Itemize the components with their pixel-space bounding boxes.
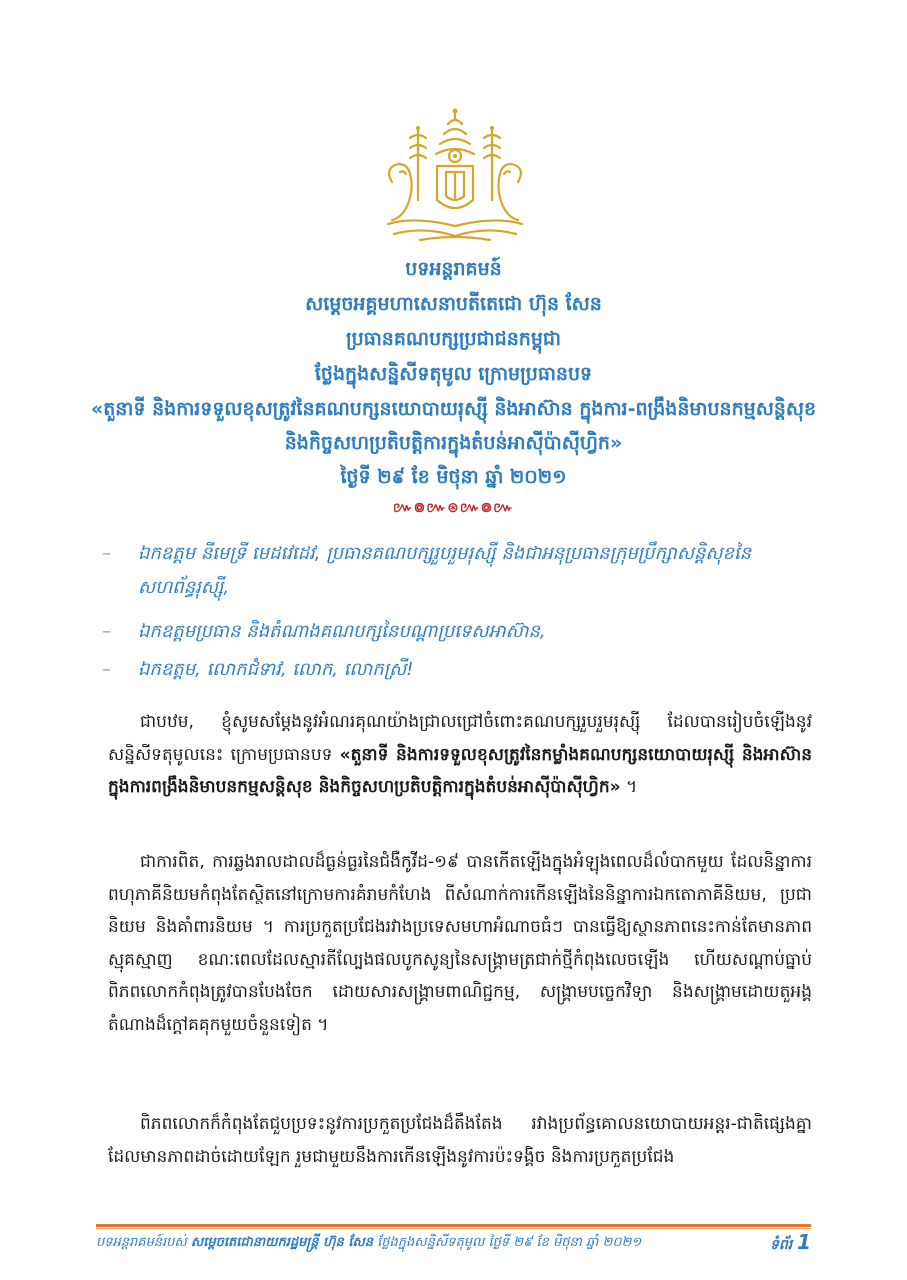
speaker-name: សម្តេចអគ្គមហាសេនាបតីតេជោ ហ៊ុន សែន [305,293,602,315]
footer-rule [96,1224,811,1227]
dash-bullet: – [102,543,111,564]
ornament-divider: ៚៙៚⊛៚៙៚ [392,500,515,516]
event-date: ថ្ងៃទី ២៩ ខែ មិថុនា ឆ្នាំ ២០២១ [340,466,567,488]
paragraph-end: ។ [620,777,638,797]
salutation-text: ឯកឧត្តម នីមេទ្រី មេដវេដេវ, ប្រធានគណបក្សរួបរួមរុស្ស៊ី និងជាអនុប្រធានក្រុមប្រឹក្សាសន្តិសុខនៃសហព័ន្ធរុស្ស៊ី, [138,543,752,598]
document-type-title: បទអន្តរាគមន៍ [405,258,502,280]
paragraph-topic-bold: «តួនាទី និងការទទួលខុសត្រូវនៃកម្លាំងគណបក្សនយោបាយរុស្ស៊ី និងអាស៊ាន ក្នុងការពង្រឹងនិមាបនកម្មសន្តិសុខ និងកិច្ចសហប្រតិបត្តិការក្នុងតំបន់អាស៊ីប៉ាស៊ីហ្វិក» [108,744,812,797]
salutation-text: ឯកឧត្តម, លោកជំទាវ, លោក, លោកស្រី! [138,659,414,680]
footer-prefix: បទអន្តរាគមន៍របស់ [96,1235,191,1250]
footer-rule-thin [96,1228,811,1229]
salutation-item [102,615,828,649]
page-label: ទំព័រ [769,1237,798,1253]
footer-event: ថ្លែងក្នុងសន្និសីទតុមូល ថ្ងៃទី ២៩ ខែ មិថុនា ឆ្នាំ ២០២១ [373,1235,642,1250]
title-block [90,252,817,495]
paragraph-text: ជាបឋម, ខ្ញុំសូមសម្តែងនូវអំណរគុណយ៉ាងជ្រាលជ្រៅចំពោះគណបក្សរួបរួមរុស្ស៊ី ដែលបានរៀបចំឡើងនូវសន្និសីទតុមូលនេះ ក្រោមប្រធានបទ [108,712,812,765]
page-footer [96,1230,811,1254]
body-paragraph-1 [108,706,812,804]
salutation-text: ឯកឧត្តមប្រធាន និងតំណាងគណបក្សនៃបណ្តាប្រទេសអាស៊ាន, [138,621,546,642]
paragraph-text: ពិភពលោកក៏កំពុងតែជួបប្រទះនូវការប្រកួតប្រជែងដ៏តឹងតែង រវាងប្រព័ន្ធគោលនយោបាយអន្តរ-ជាតិផ្សេងគ្នា ដែលមានភាពដាច់ដោយឡែក រួមជាមួយនឹងការកើនឡើងនូវការប៉ះទង្គិច និងការប្រកួតប្រជែង [108,1114,812,1167]
dash-bullet: – [102,659,111,680]
body-paragraph-3 [108,1108,812,1173]
body-paragraph-2 [108,846,812,1041]
speaker-role: ប្រធានគណបក្សប្រជាជនកម្ពុជា [345,328,562,350]
page-indicator [770,1230,811,1256]
royal-coat-of-arms-emblem [374,108,536,248]
event-description: ថ្លែងក្នុងសន្និសីទតុមូល ក្រោមប្រធានបទ [314,363,593,385]
event-topic: «តួនាទី និងការទទួលខុសត្រូវនៃគណបក្សនយោបាយរុស្ស៊ី និងអាស៊ាន ក្នុងការ-ពង្រឹងនិមាបនកម្មសន្តិសុខ និងកិច្ចសហប្រតិបត្តិការក្នុងតំបន់អាស៊ីប៉ាស៊ីហ្វិក» [90,398,817,454]
salutation-item [102,653,828,687]
footer-speaker: សម្តេចតេជោនាយករដ្ឋមន្ត្រី ហ៊ុន សែន [190,1235,373,1250]
page-number: 1 [797,1230,811,1254]
dash-bullet: – [102,621,111,642]
salutation-item [102,537,828,605]
paragraph-text: ជាការពិត, ការឆ្លងរាលដាលដ៏ធ្ងន់ធ្ងរនៃជំងឺកូវីដ-១៩ បានកើតឡើងក្នុងអំឡុងពេលដ៏លំបាកមួយ ដែលនិន្នាការពហុភាគីនិយមកំពុងតែស្ថិតនៅក្រោមការគំរាមកំហែង ពីសំណាក់ការកើនឡើងនៃនិន្នាការឯកតោភាគីនិយម, ប្រជានិយម និងគាំពារនិយម ។ ការប្រកួតប្រជែងរវាងប្រទេសមហាអំណាចធំៗ បានធ្វើឱ្យស្ថានភាពនេះកាន់តែមានភាពស្មុគស្មាញ ខណៈពេលដែលស្មារតីល្បែងផលបូកសូន្យនៃសង្គ្រាមត្រជាក់ថ្មីកំពុងលេចឡើង ហើយសណ្តាប់ធ្នាប់ពិភពលោកកំពុងត្រូវបានបែងចែក ដោយសារសង្គ្រាមពាណិជ្ជកម្ម, សង្គ្រាមបច្ចេកវិទ្យា និងសង្គ្រាមដោយតួអង្គតំណាងដ៏ក្តៅគគុកមួយចំនួនទៀត ។ [108,852,812,1035]
